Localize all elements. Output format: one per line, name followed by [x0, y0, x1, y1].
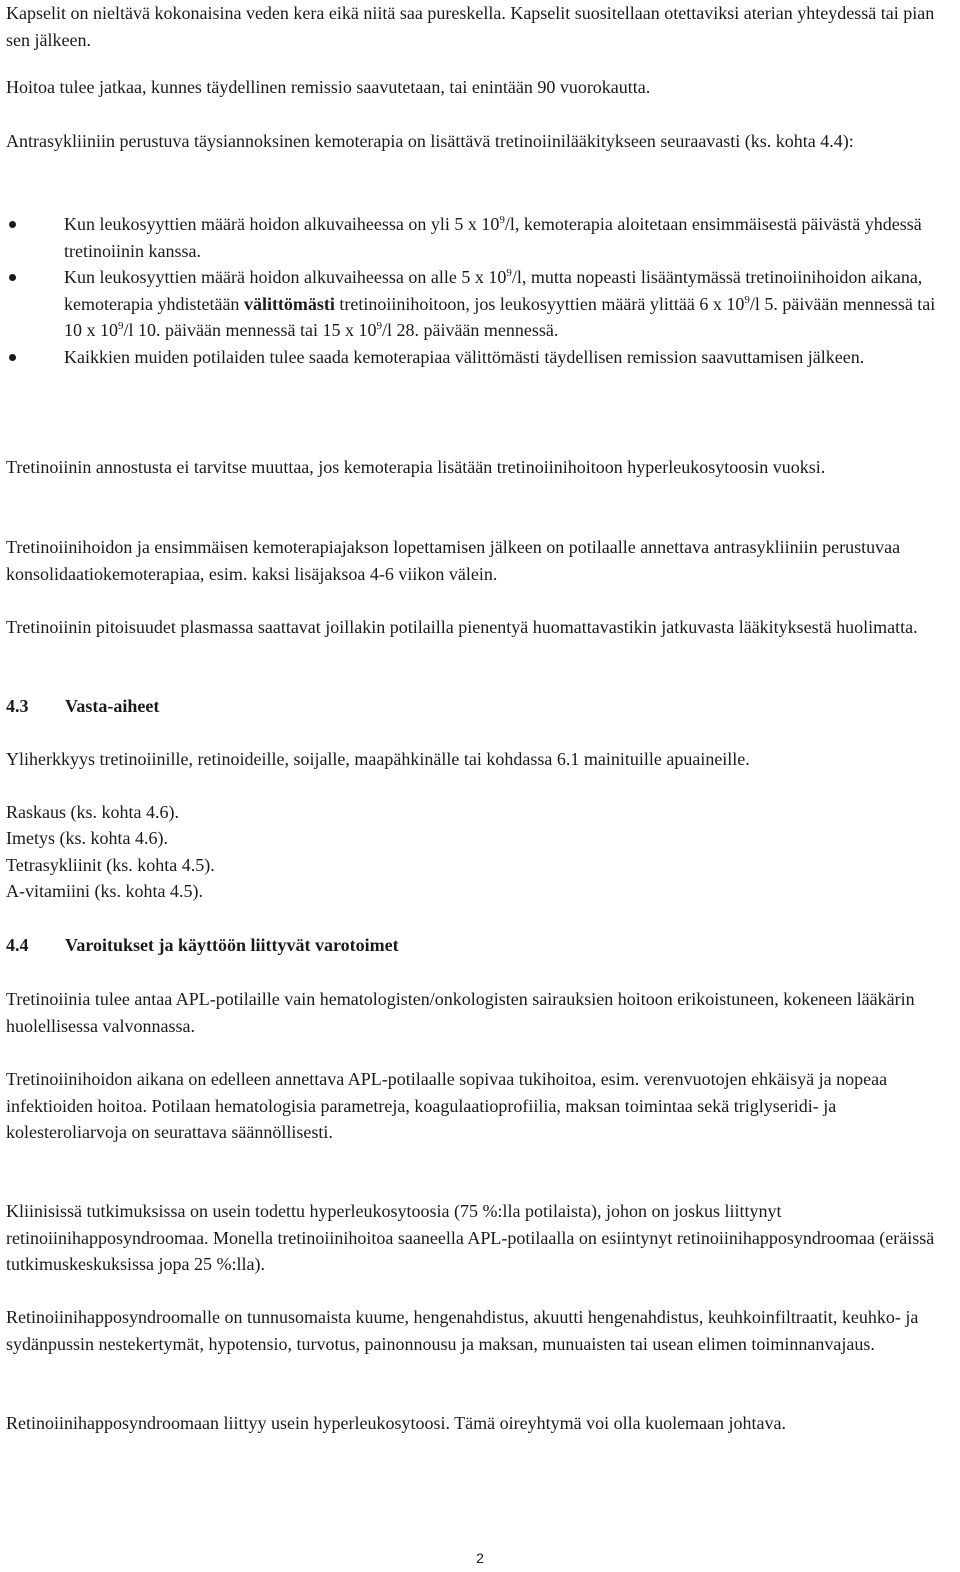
paragraph-consolidation: Tretinoiinihoidon ja ensimmäisen kemoterapiajakson lopettamisen jälkeen on potilaalle annettava antrasykliiniin perustuvaa konsolidaatiokemoterapiaa, esim. kaksi lisäjaksoa 4-6 viikon välein.: [6, 537, 901, 584]
bullet-item-other-patients: Kaikkien muiden potilaiden tulee saada kemoterapiaa välittömästi täydellisen remission saavuttamisen jälkeen.: [6, 344, 956, 371]
paragraph-capsules: Kapselit on nieltävä kokonaisina veden kera eikä niitä saa pureskella. Kapselit suositellaan otettaviksi aterian yhteydessä tai pian sen jälkeen.: [6, 3, 935, 50]
paragraph-dosage-unchanged: Tretinoiinin annostusta ei tarvitse muuttaa, jos kemoterapia lisätään tretinoiinihoitoon hyperleukosytoosin vuoksi.: [6, 457, 826, 477]
bullet-dot: [9, 274, 16, 281]
bullet-dot: [9, 221, 16, 228]
paragraph-syndrome-symptoms: Retinoiinihapposyndroomalle on tunnusomaista kuume, hengenahdistus, akuutti hengenahdistus, keuhkoinfiltraatit, keuhko- ja sydänpussin nestekertymät, hypotensio, turvotus, painonnousu ja maksan, munuaisten tai usean elimen toiminnanvajaus.: [6, 1307, 919, 1354]
contraindication-line: A-vitamiini (ks. kohta 4.5).: [6, 881, 203, 901]
page-number: 2: [476, 1550, 484, 1566]
paragraph-specialist-supervision: Tretinoiinia tulee antaa APL-potilaille vain hematologisten/onkologisten sairauksien hoitoon erikoistuneen, kokeneen lääkärin huolellisessa valvonnassa.: [6, 989, 915, 1036]
paragraph-hyperleukocytosis: Kliinisissä tutkimuksissa on usein todettu hyperleukosytoosia (75 %:lla potilaista), johon on joskus liittynyt retinoiinihapposyndroomaa. Monella tretinoiinihoitoa saaneella APL-potilaalla on esiintynyt retinoiinihapposyndroomaa (eräissä tutkimuskeskuksissa jopa 25 %:lla).: [6, 1201, 935, 1274]
paragraph-syndrome-fatal: Retinoiinihapposyndroomaan liittyy usein hyperleukosytoosi. Tämä oireyhtymä voi olla kuolemaan johtava.: [6, 1413, 787, 1433]
bullet-dot: [9, 354, 16, 361]
emphasis-immediately: välittömästi: [243, 293, 335, 314]
chemotherapy-bullet-list: [6, 211, 956, 370]
contraindication-line: Imetys (ks. kohta 4.6).: [6, 828, 168, 848]
bullet-item-below-threshold: Kun leukosyyttien määrä hoidon alkuvaiheessa on alle 5 x $10^9/l$, mutta nopeasti lisääntymässä tretinoiinihoidon aikana, kemoterapia yhdistetään välittömästi tretinoiinihoitoon, jos leukosyyttien määrä ylittää 6 x $10^9/l$ 5. päivään mennessä tai 10 x $10^9/l$ 10. päivään mennessä tai 15 x $10^9/l$ 28. päivään mennessä.: [6, 264, 956, 344]
paragraph-supportive-care: Tretinoiinihoidon aikana on edelleen annettava APL-potilaalle sopivaa tukihoitoa, esim. verenvuotojen ehkäisyä ja nopeaa infektioiden hoitoa. Potilaan hematologisia parametreja, koagulaatioprofiilia, maksan toimintaa sekä triglyseridi- ja kolesteroliarvoja on seurattava säännöllisesti.: [6, 1069, 888, 1142]
contraindication-line: Raskaus (ks. kohta 4.6).: [6, 802, 179, 822]
contraindication-line: Tetrasykliinit (ks. kohta 4.5).: [6, 855, 215, 875]
paragraph-hypersensitivity: Yliherkkyys tretinoiinille, retinoideille, soijalle, maapähkinälle tai kohdassa 6.1 mainituille apuaineille.: [6, 749, 750, 769]
section-heading-4-4: 4.4 Varoitukset ja käyttöön liittyvät varotoimet: [6, 935, 399, 955]
paragraph-plasma-levels: Tretinoiinin pitoisuudet plasmassa saattavat joillakin potilailla pienentyä huomattavastikin jatkuvasta lääkityksestä huolimatta.: [6, 617, 918, 637]
paragraph-treatment-duration: Hoitoa tulee jatkaa, kunnes täydellinen remissio saavutetaan, tai enintään 90 vuorokautta.: [6, 77, 651, 97]
section-heading-4-3: 4.3 Vasta-aiheet: [6, 696, 160, 716]
paragraph-chemotherapy-intro: Antrasykliiniin perustuva täysiannoksinen kemoterapia on lisättävä tretinoiinilääkitykseen seuraavasti (ks. kohta 4.4):: [6, 131, 854, 151]
bullet-item-above-threshold: Kun leukosyyttien määrä hoidon alkuvaiheessa on yli 5 x $10^9/l$, kemoterapia aloitetaan ensimmäisestä päivästä yhdessä tretinoiinin kanssa.: [6, 211, 956, 264]
